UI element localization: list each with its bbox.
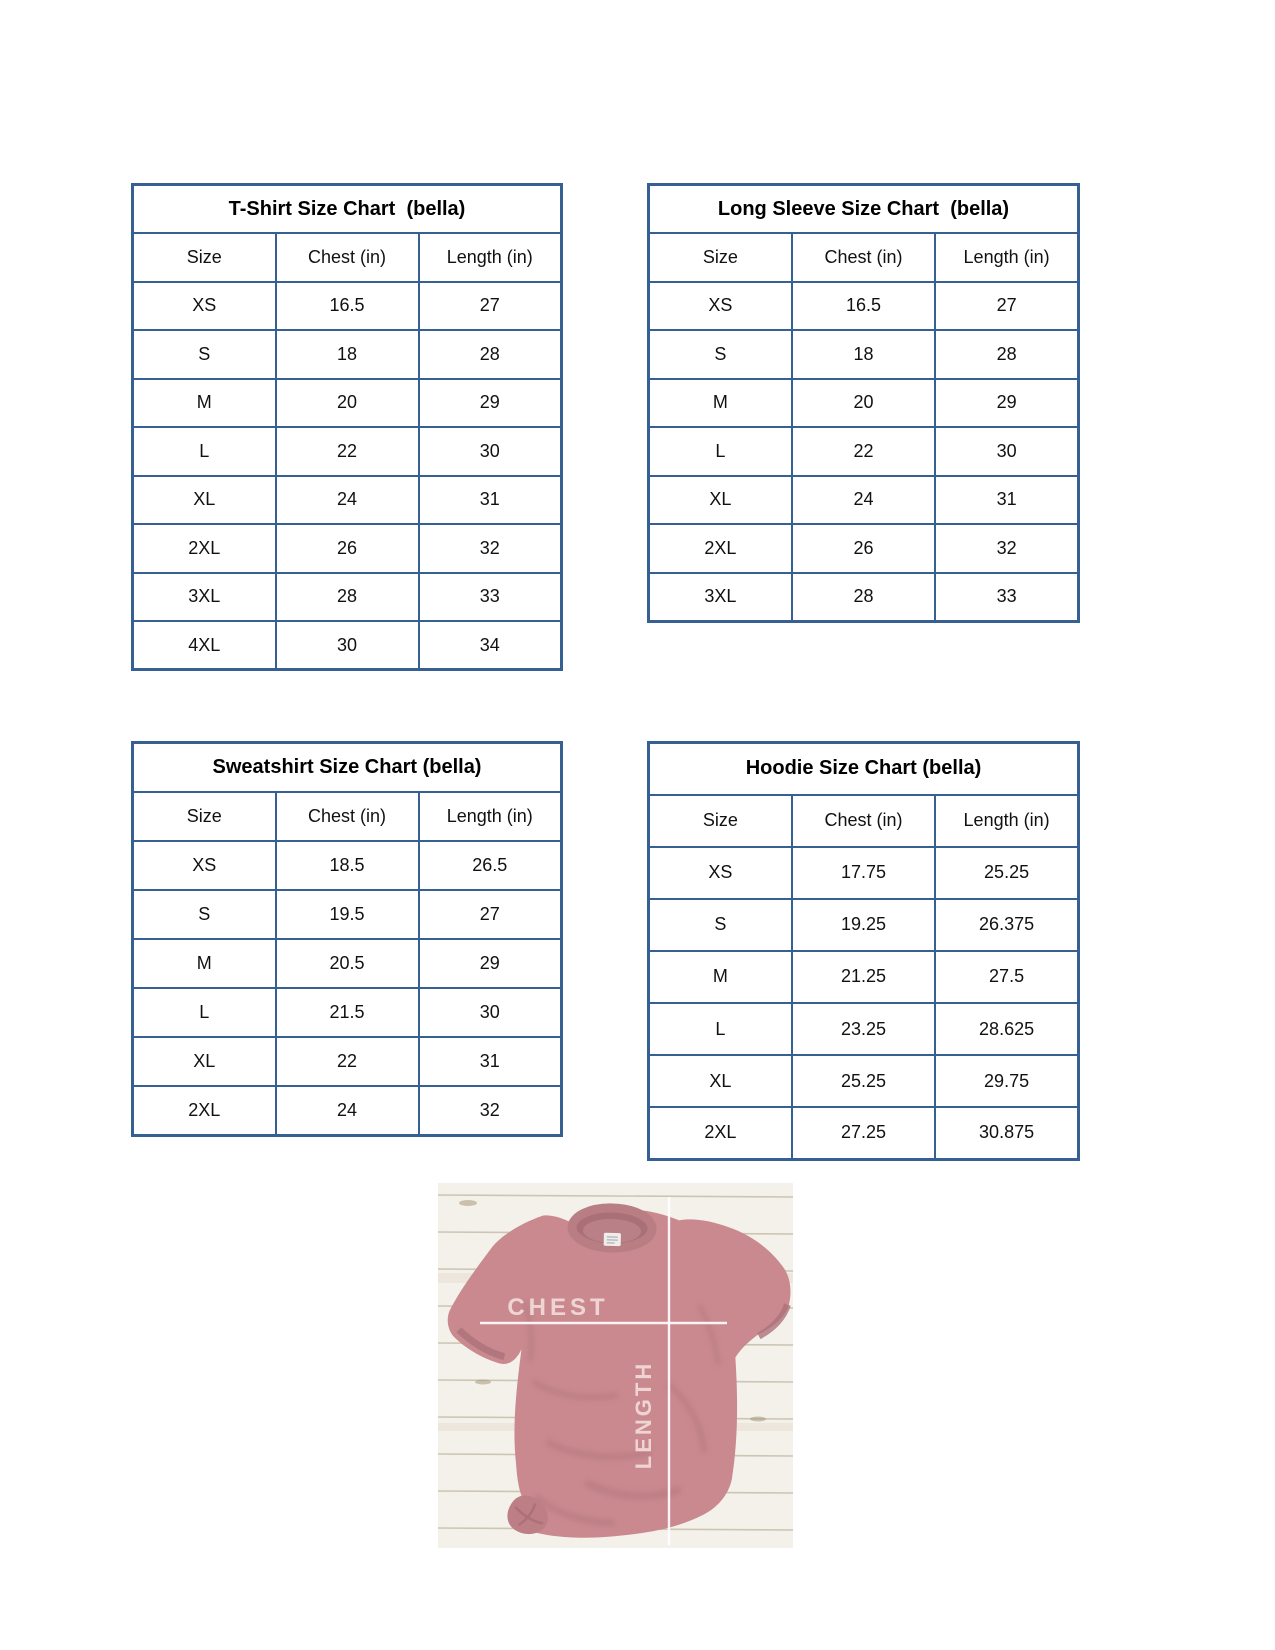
size-cell: S [649, 330, 792, 379]
size-row [649, 1055, 1079, 1107]
size-cell: 29 [935, 379, 1078, 428]
size-cell: 24 [276, 476, 419, 525]
header-row [133, 792, 562, 841]
title-row [133, 743, 562, 792]
size-cell: 22 [276, 1037, 419, 1086]
size-cell: 27 [419, 282, 562, 331]
column-header: Chest (in) [792, 795, 935, 847]
table-title: Hoodie Size Chart (bella) [649, 743, 1079, 795]
length-label: LENGTH [631, 1360, 656, 1470]
size-cell: 28 [792, 573, 935, 622]
size-cell: L [133, 988, 276, 1037]
size-cell: 33 [935, 573, 1078, 622]
size-cell: 27 [935, 282, 1078, 331]
size-row [649, 427, 1079, 476]
size-cell: 28.625 [935, 1003, 1078, 1055]
column-header: Size [649, 795, 792, 847]
size-cell: 33 [419, 573, 562, 622]
size-cell: 25.25 [792, 1055, 935, 1107]
size-cell: 28 [276, 573, 419, 622]
size-cell: 20 [276, 379, 419, 428]
tshirt-photo-svg [438, 1183, 793, 1548]
size-cell: 29 [419, 939, 562, 988]
header-row [649, 795, 1079, 847]
header-row [133, 233, 562, 282]
size-row [133, 988, 562, 1037]
size-cell: M [133, 379, 276, 428]
size-cell: 34 [419, 621, 562, 670]
size-cell: 4XL [133, 621, 276, 670]
size-cell: XL [133, 476, 276, 525]
size-row [133, 427, 562, 476]
tshirt-size-table [131, 183, 563, 671]
size-cell: M [649, 379, 792, 428]
size-cell: 30 [935, 427, 1078, 476]
size-cell: 2XL [133, 524, 276, 573]
size-row [133, 1086, 562, 1135]
size-cell: S [133, 890, 276, 939]
size-cell: 30 [419, 988, 562, 1037]
column-header: Size [649, 233, 792, 282]
size-cell: 21.25 [792, 951, 935, 1003]
hoodie-size-table [647, 741, 1080, 1161]
size-cell: 21.5 [276, 988, 419, 1037]
size-row [133, 1037, 562, 1086]
size-cell: 24 [792, 476, 935, 525]
size-row [649, 899, 1079, 951]
size-cell: 31 [935, 476, 1078, 525]
size-cell: 30 [419, 427, 562, 476]
shirt-collar [572, 1207, 653, 1249]
size-cell: 22 [792, 427, 935, 476]
size-row [133, 939, 562, 988]
column-header: Chest (in) [792, 233, 935, 282]
size-cell: 31 [419, 1037, 562, 1086]
size-row [649, 524, 1079, 573]
size-cell: M [133, 939, 276, 988]
size-cell: 26.5 [419, 841, 562, 890]
size-cell: 26 [792, 524, 935, 573]
size-cell: 18.5 [276, 841, 419, 890]
size-cell: 29.75 [935, 1055, 1078, 1107]
size-cell: L [133, 427, 276, 476]
size-row [133, 330, 562, 379]
column-header: Length (in) [935, 795, 1078, 847]
size-row [649, 1003, 1079, 1055]
size-cell: 18 [276, 330, 419, 379]
size-cell: 28 [935, 330, 1078, 379]
size-row [133, 379, 562, 428]
size-cell: S [649, 899, 792, 951]
size-cell: 30 [276, 621, 419, 670]
size-cell: 23.25 [792, 1003, 935, 1055]
size-row [133, 621, 562, 670]
size-cell: 32 [935, 524, 1078, 573]
title-row [649, 743, 1079, 795]
size-cell: L [649, 427, 792, 476]
size-row [133, 573, 562, 622]
size-cell: 24 [276, 1086, 419, 1135]
size-cell: 18 [792, 330, 935, 379]
size-cell: 19.25 [792, 899, 935, 951]
size-cell: 31 [419, 476, 562, 525]
size-row [649, 847, 1079, 899]
size-row [649, 1107, 1079, 1159]
size-cell: 32 [419, 1086, 562, 1135]
size-row [649, 476, 1079, 525]
size-cell: 28 [419, 330, 562, 379]
size-cell: 22 [276, 427, 419, 476]
size-cell: 3XL [649, 573, 792, 622]
size-cell: 27.25 [792, 1107, 935, 1159]
size-row [133, 890, 562, 939]
size-cell: 17.75 [792, 847, 935, 899]
size-cell: 27.5 [935, 951, 1078, 1003]
title-row [133, 185, 562, 234]
tshirt-measurement-photo [438, 1183, 793, 1548]
table-title: Long Sleeve Size Chart (bella) [649, 185, 1079, 234]
size-cell: M [649, 951, 792, 1003]
size-cell: 3XL [133, 573, 276, 622]
column-header: Length (in) [419, 233, 562, 282]
chest-label: CHEST [507, 1294, 609, 1321]
longsleeve-size-table [647, 183, 1080, 623]
column-header: Chest (in) [276, 233, 419, 282]
column-header: Size [133, 792, 276, 841]
size-row [133, 282, 562, 331]
size-row [649, 951, 1079, 1003]
size-row [649, 379, 1079, 428]
column-header: Size [133, 233, 276, 282]
size-cell: XS [133, 841, 276, 890]
size-cell: 2XL [133, 1086, 276, 1135]
size-cell: L [649, 1003, 792, 1055]
size-cell: 27 [419, 890, 562, 939]
size-cell: 19.5 [276, 890, 419, 939]
table-title: T-Shirt Size Chart (bella) [133, 185, 562, 234]
sweatshirt-size-table [131, 741, 563, 1137]
size-cell: XL [133, 1037, 276, 1086]
size-row [133, 476, 562, 525]
size-row [649, 282, 1079, 331]
size-row [133, 524, 562, 573]
size-cell: 26 [276, 524, 419, 573]
size-cell: 30.875 [935, 1107, 1078, 1159]
size-cell: XS [133, 282, 276, 331]
size-row [133, 841, 562, 890]
size-cell: 20 [792, 379, 935, 428]
column-header: Chest (in) [276, 792, 419, 841]
table-title: Sweatshirt Size Chart (bella) [133, 743, 562, 792]
size-cell: XL [649, 1055, 792, 1107]
size-cell: XL [649, 476, 792, 525]
size-cell: 16.5 [792, 282, 935, 331]
size-cell: S [133, 330, 276, 379]
size-cell: 32 [419, 524, 562, 573]
title-row [649, 185, 1079, 234]
column-header: Length (in) [419, 792, 562, 841]
size-row [649, 330, 1079, 379]
size-cell: 16.5 [276, 282, 419, 331]
size-cell: 26.375 [935, 899, 1078, 951]
size-cell: XS [649, 282, 792, 331]
column-header: Length (in) [935, 233, 1078, 282]
size-cell: 2XL [649, 524, 792, 573]
header-row [649, 233, 1079, 282]
size-cell: 20.5 [276, 939, 419, 988]
size-cell: 2XL [649, 1107, 792, 1159]
size-cell: 25.25 [935, 847, 1078, 899]
size-cell: XS [649, 847, 792, 899]
size-cell: 29 [419, 379, 562, 428]
size-row [649, 573, 1079, 622]
